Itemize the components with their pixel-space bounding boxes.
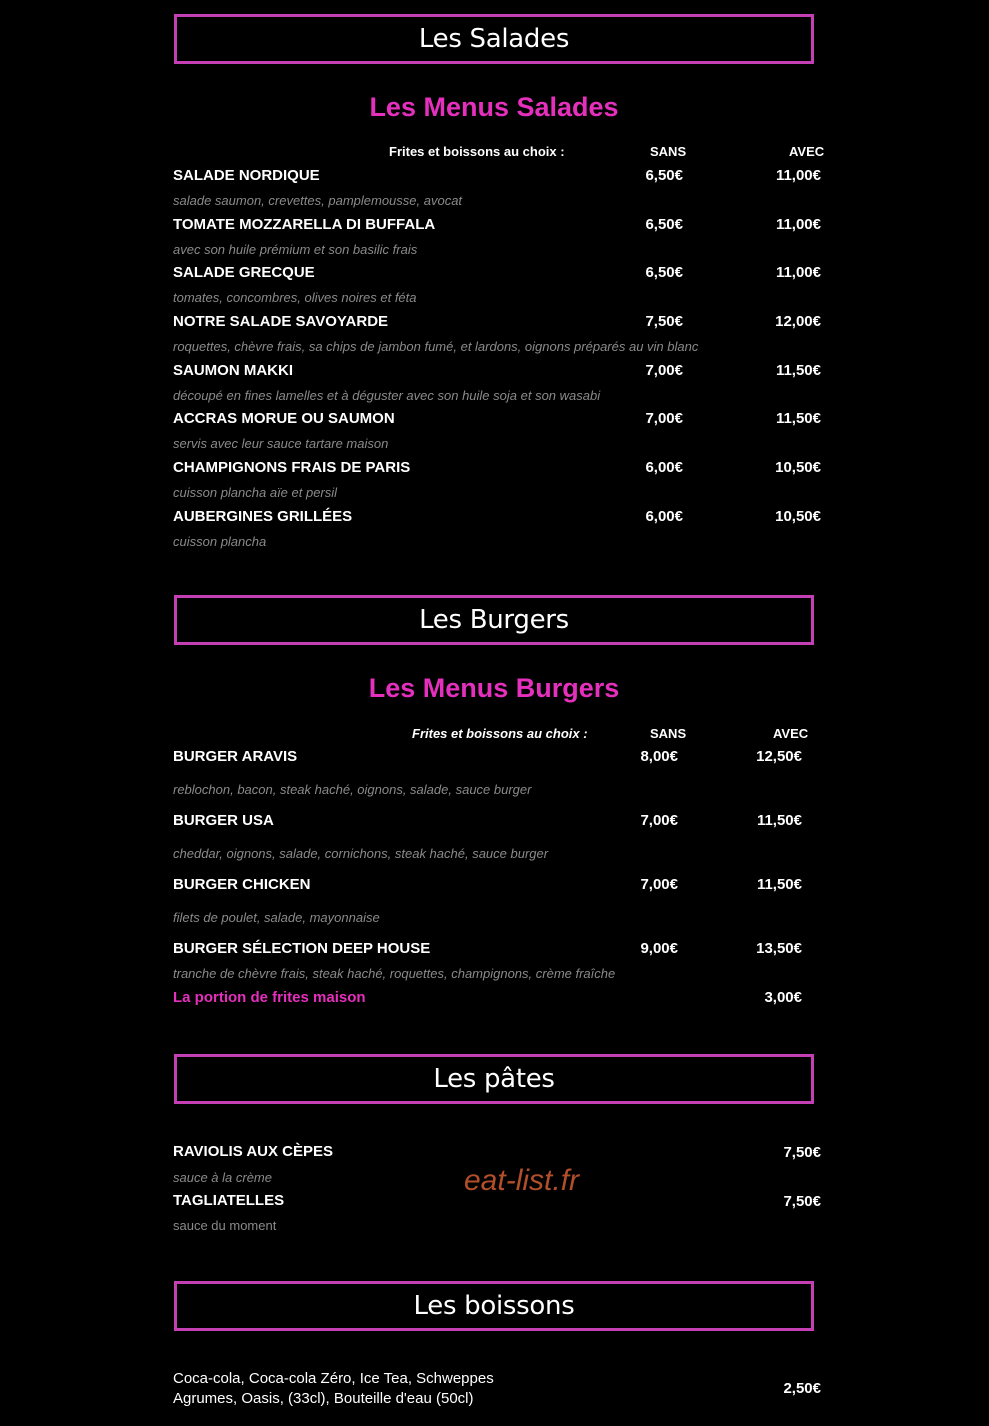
pates-section-title: Les pâtes (433, 1064, 555, 1094)
salades-col-sans: SANS (650, 144, 687, 159)
salade-item-desc: roquettes, chèvre frais, sa chips de jambon fumé, et lardons, oignons préparés au vin blanc (173, 339, 699, 354)
pate-price: 7,50€ (783, 1193, 821, 1210)
pate-price: 7,50€ (783, 1144, 821, 1161)
salade-item-name: TOMATE MOZZARELLA DI BUFFALA (173, 216, 436, 233)
salades-col-avec: AVEC (789, 144, 825, 159)
salade-item-desc: cuisson plancha aïe et persil (173, 485, 338, 500)
salades-menu-heading: Les Menus Salades (369, 92, 619, 122)
burgers-choice-label: Frites et boissons au choix : (412, 726, 588, 741)
burger-price-avec: 11,50€ (756, 812, 802, 829)
burger-item-desc: reblochon, bacon, steak haché, oignons, salade, sauce burger (173, 782, 532, 797)
burger-price-sans: 8,00€ (640, 748, 678, 765)
salade-price-avec: 11,50€ (775, 410, 821, 427)
salade-item-name: SALADE GRECQUE (173, 264, 315, 281)
salade-price-sans: 6,00€ (645, 508, 683, 525)
pate-item-desc: sauce à la crème (173, 1170, 272, 1185)
burgers-col-sans: SANS (650, 726, 687, 741)
salade-price-avec: 11,00€ (775, 264, 821, 281)
burger-price-sans: 7,00€ (640, 876, 678, 893)
salade-item-desc: avec son huile prémium et son basilic frais (173, 242, 418, 257)
burger-price-avec: 13,50€ (756, 940, 802, 957)
salade-item-desc: tomates, concombres, olives noires et féta (173, 290, 417, 305)
burgers-section-header (174, 595, 814, 645)
boissons-line-1: Coca-cola, Coca-cola Zéro, Ice Tea, Schweppes (173, 1370, 494, 1387)
salade-price-avec: 11,00€ (775, 167, 821, 184)
salades-section-title: Les Salades (418, 24, 570, 54)
boissons-section-header (174, 1281, 814, 1331)
burger-item-name: BURGER USA (173, 812, 274, 829)
salade-price-avec: 10,50€ (775, 459, 821, 476)
pate-item-desc: sauce du moment (173, 1218, 277, 1233)
salades-choice-label: Frites et boissons au choix : (389, 144, 565, 159)
fries-portion-price: 3,00€ (764, 989, 802, 1006)
salade-item-desc: salade saumon, crevettes, pamplemousse, avocat (173, 193, 463, 208)
salade-item-desc: découpé en fines lamelles et à déguster avec son huile soja et son wasabi (173, 388, 601, 403)
salade-price-sans: 6,50€ (645, 264, 683, 281)
burger-item-name: BURGER ARAVIS (173, 748, 298, 765)
pate-item-name: TAGLIATELLES (173, 1192, 285, 1209)
boissons-price: 2,50€ (783, 1380, 821, 1397)
burger-price-avec: 12,50€ (756, 748, 802, 765)
burger-item-name: BURGER SÉLECTION DEEP HOUSE (173, 940, 431, 957)
burgers-col-avec: AVEC (773, 726, 809, 741)
salade-item-name: CHAMPIGNONS FRAIS DE PARIS (173, 459, 411, 476)
salade-price-avec: 11,00€ (775, 216, 821, 233)
boissons-section-title: Les boissons (413, 1291, 575, 1321)
salade-price-avec: 10,50€ (775, 508, 821, 525)
salade-price-sans: 7,00€ (645, 410, 683, 427)
burger-item-desc: cheddar, oignons, salade, cornichons, steak haché, sauce burger (173, 846, 549, 861)
burger-item-name: BURGER CHICKEN (173, 876, 311, 893)
salade-item-desc: cuisson plancha (173, 534, 267, 549)
salade-price-sans: 6,50€ (645, 216, 683, 233)
salade-price-avec: 11,50€ (775, 362, 821, 379)
salade-item-name: ACCRAS MORUE OU SAUMON (173, 410, 395, 427)
salade-item-name: AUBERGINES GRILLÉES (173, 508, 353, 525)
salade-price-sans: 7,50€ (645, 313, 683, 330)
salade-item-desc: servis avec leur sauce tartare maison (173, 436, 389, 451)
salade-item-name: SAUMON MAKKI (173, 362, 293, 379)
salade-price-sans: 6,50€ (645, 167, 683, 184)
burger-item-desc: tranche de chèvre frais, steak haché, roquettes, champignons, crème fraîche (173, 966, 616, 981)
burger-price-avec: 11,50€ (756, 876, 802, 893)
burger-price-sans: 9,00€ (640, 940, 678, 957)
burgers-section-title: Les Burgers (419, 605, 569, 635)
watermark-text: eat-list.fr (464, 1164, 580, 1197)
fries-portion-label: La portion de frites maison (173, 989, 366, 1006)
pates-section-header (174, 1054, 814, 1104)
burger-price-sans: 7,00€ (640, 812, 678, 829)
salades-section-header (174, 14, 814, 64)
salade-price-sans: 7,00€ (645, 362, 683, 379)
salade-item-name: SALADE NORDIQUE (173, 167, 320, 184)
burgers-menu-heading: Les Menus Burgers (368, 673, 620, 703)
salade-item-name: NOTRE SALADE SAVOYARDE (173, 313, 389, 330)
pate-item-name: RAVIOLIS AUX CÈPES (173, 1143, 334, 1160)
salade-price-sans: 6,00€ (645, 459, 683, 476)
boissons-line-2: Agrumes, Oasis, (33cl), Bouteille d'eau (50cl) (173, 1390, 474, 1407)
burger-item-desc: filets de poulet, salade, mayonnaise (173, 910, 380, 925)
salade-price-avec: 12,00€ (775, 313, 821, 330)
